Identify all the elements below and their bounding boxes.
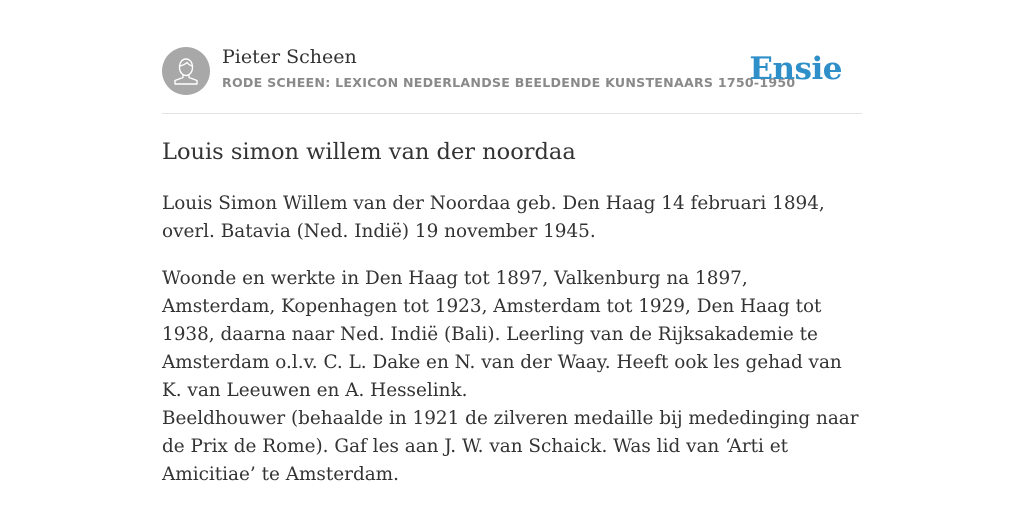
article-paragraph-3: Beeldhouwer (behaalde in 1921 de zilveren medaille bij mededinging naar de Prix de Rome). Gaf les aan J. W. van Schaick. Was lid van ‘Arti et Amicitiae’ te Amsterdam. bbox=[162, 408, 859, 485]
ensie-logo[interactable]: Ensie bbox=[749, 51, 842, 87]
article-header bbox=[162, 0, 862, 114]
user-icon bbox=[162, 47, 210, 95]
article-card bbox=[162, 0, 862, 485]
author-avatar[interactable] bbox=[162, 47, 210, 95]
article-paragraph-1: Louis Simon Willem van der Noordaa geb. Den Haag 14 februari 1894, overl. Batavia (Ned. Indië) 19 november 1945. bbox=[162, 193, 825, 242]
article-paragraph-2: Woonde en werkte in Den Haag tot 1897, Valkenburg na 1897, Amsterdam, Kopenhagen tot 1923, Amsterdam tot 1929, Den Haag tot 1938, daarna naar Ned. Indië (Bali). Leerling van de Rijksakademie te Amsterdam o.l.v. C. L. Dake en N. van der Waay. Heeft ook les gehad van K. van Leeuwen en A. Hesselink. bbox=[162, 268, 842, 401]
author-name[interactable]: Pieter Scheen bbox=[222, 46, 357, 68]
source-title[interactable]: RODE SCHEEN: LEXICON NEDERLANDSE BEELDENDE KUNSTENAARS 1750-1950 bbox=[222, 75, 796, 90]
article-title: Louis simon willem van der noordaa bbox=[162, 139, 576, 165]
